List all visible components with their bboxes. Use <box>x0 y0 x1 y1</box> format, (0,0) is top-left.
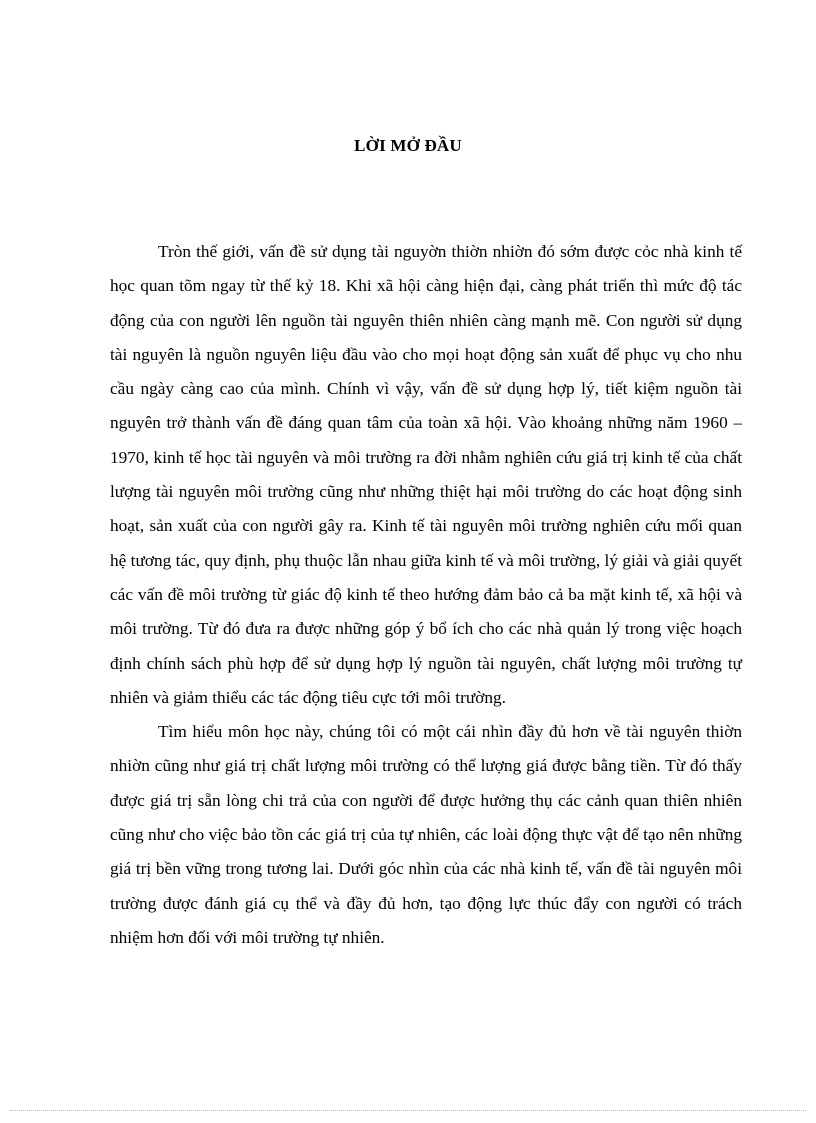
page-title: LỜI MỞ ĐẦU <box>354 136 462 155</box>
paragraph: Tìm hiểu môn học này, chúng tôi có một cái nhìn đầy đủ hơn về tài nguyên thiờn nhiờn cũng như giá trị chất lượng môi trường có thể lượng giá được bằng tiền. Từ đó thấy được giá trị sẵn lòng chi trả của con người để được hưởng thụ các cảnh quan thiên nhiên cũng như cho việc bảo tồn các giá trị của tự nhiên, các loài động thực vật để tạo nên những giá trị bền vững trong tương lai. Dưới góc nhìn của các nhà kinh tế, vấn đề tài nguyên môi trường được đánh giá cụ thể và đầy đủ hơn, tạo động lực thúc đẩy con người có trách nhiệm hơn đối với môi trường tự nhiên. <box>110 722 742 947</box>
page-bottom-divider <box>10 1110 806 1111</box>
document-body <box>110 235 742 955</box>
paragraph: Tròn thế giới, vấn đề sử dụng tài nguyờn thiờn nhiờn đó sớm được cỏc nhà kinh tế học quan tõm ngay từ thế kỷ 18. Khi xã hội càng hiện đại, càng phát triển thì mức độ tác động của con người lên nguồn tài nguyên thiên nhiên càng mạnh mẽ. Con người sử dụng tài nguyên là nguồn nguyên liệu đầu vào cho mọi hoạt động sản xuất để phục vụ cho nhu cầu ngày càng cao của mình. Chính vì vậy, vấn đề sử dụng hợp lý, tiết kiệm nguồn tài nguyên trở thành vấn đề đáng quan tâm của toàn xã hội. Vào khoảng những năm 1960 – 1970, kinh tế học tài nguyên và môi trường ra đời nhằm nghiên cứu giá trị kinh tế của chất lượng tài nguyên môi trường cũng như những thiệt hại môi trường do các hoạt động sinh hoạt, sản xuất của con người gây ra. Kinh tế tài nguyên môi trường nghiên cứu mối quan hệ tương tác, quy định, phụ thuộc lẫn nhau giữa kinh tế và môi trường, lý giải và giải quyết các vấn đề môi trường từ giác độ kinh tế theo hướng đảm bảo cả ba mặt kinh tế, xã hội và môi trường. Từ đó đưa ra được những góp ý bổ ích cho các nhà quản lý trong việc hoạch định chính sách phù hợp để sử dụng hợp lý nguồn tài nguyên, chất lượng môi trường tự nhiên và giảm thiểu các tác động tiêu cực tới môi trường. <box>110 242 742 707</box>
